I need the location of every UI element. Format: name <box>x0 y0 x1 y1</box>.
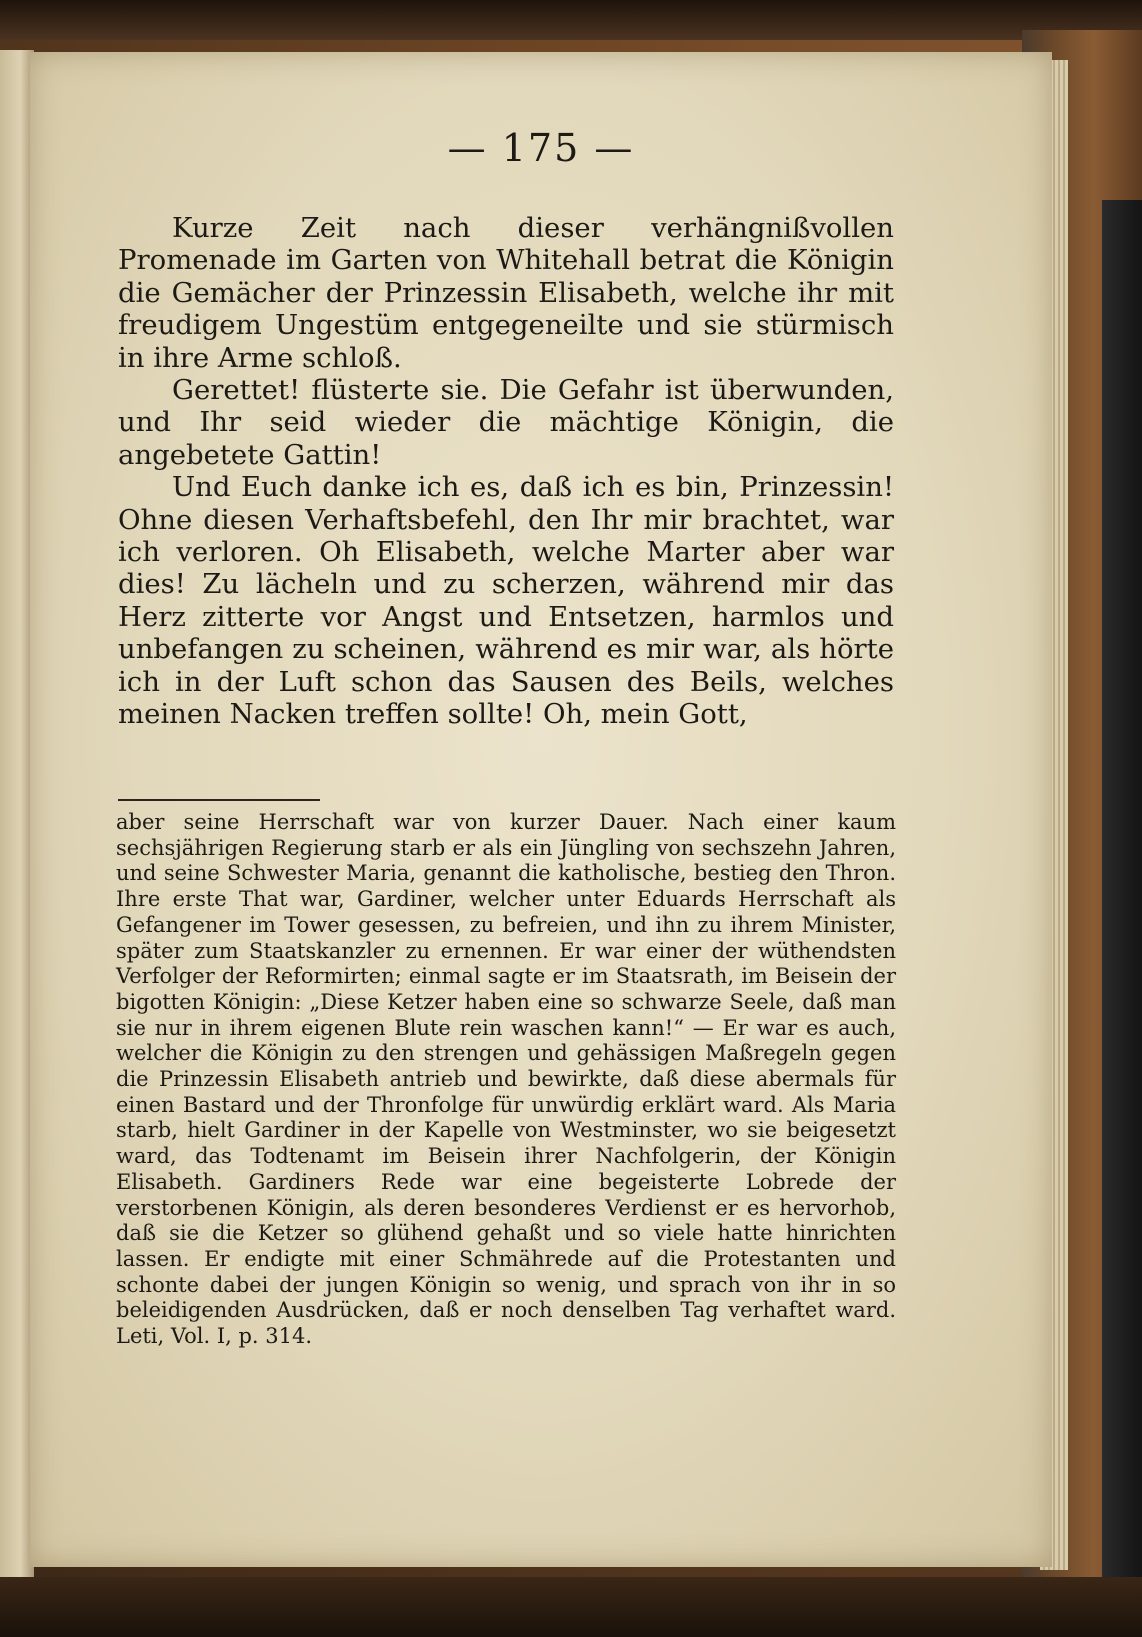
book-cover-bottom <box>0 1577 1142 1637</box>
footnote: aber seine Herrschaft war von kurzer Dauer. Nach einer kaum sechsjährigen Regierung starb er als ein Jüngling von sechszehn Jahren, und seine Schwester Maria, genannt die katholische, bestieg den Thron. Ihre erste That war, Gardiner, welcher unter Eduards Herrschaft als Gefangener im Tower gesessen, zu befreien, und ihn zu ihrem Minister, später zum Staatskanzler zu ernennen. Er war einer der wüthendsten Verfolger der Reformirten; einmal sagte er im Staatsrath, im Beisein der bigotten Königin: „Diese Ketzer haben eine so schwarze Seele, daß man sie nur in ihrem eigenen Blute rein waschen kann!“ — Er war es auch, welcher die Königin zu den strengen und gehässigen Maßregeln gegen die Prinzessin Elisabeth antrieb und bewirkte, daß diese abermals für einen Bastard und der Thronfolge für unwürdig erklärt ward. Als Maria starb, hielt Gardiner in der Kapelle von Westminster, wo sie beigesetzt ward, das Todtenamt im Beisein ihrer Nachfolgerin, der Königin Elisabeth. Gardiners Rede war eine begeisterte Lobrede der verstorbenen Königin, als deren besonderes Verdienst er es hervorhob, daß sie die Ketzer so glühend gehaßt und so viele hatte hinrichten lassen. Er endigte mit einer Schmährede auf die Protestanten und schonte dabei der jungen Königin so wenig, und sprach von ihr in so beleidigenden Ausdrücken, daß er noch denselben Tag verhaftet ward. Leti, Vol. I, p. 314. <box>116 810 896 1349</box>
paragraph: Gerettet! flüsterte sie. Die Gefahr ist überwunden, und Ihr seid wieder die mächtige Königin, die angebetete Gattin! <box>118 374 894 471</box>
left-page-edge <box>0 50 34 1580</box>
book-cover-top <box>0 0 1142 40</box>
paragraph: Kurze Zeit nach dieser verhängnißvollen Promenade im Garten von Whitehall betrat die Königin die Gemächer der Prinzessin Elisabeth, welche ihr mit freudigem Ungestüm entgegeneilte und sie stürmisch in ihre Arme schloß. <box>118 212 894 374</box>
cover-edge-dark <box>1102 200 1142 1600</box>
body-text <box>118 212 894 731</box>
page-number: — 175 — <box>447 126 635 170</box>
footnote-separator <box>118 799 320 801</box>
book-page <box>30 52 1052 1567</box>
paragraph: Und Euch danke ich es, daß ich es bin, Prinzessin! Ohne diesen Verhaftsbefehl, den Ihr mir brachtet, war ich verloren. Oh Elisabeth, welche Marter aber war dies! Zu lächeln und zu scherzen, während mir das Herz zitterte vor Angst und Entsetzen, harmlos und unbefangen zu scheinen, während es mir war, als hörte ich in der Luft schon das Sausen des Beils, welches meinen Nacken treffen sollte! Oh, mein Gott, <box>118 471 894 731</box>
